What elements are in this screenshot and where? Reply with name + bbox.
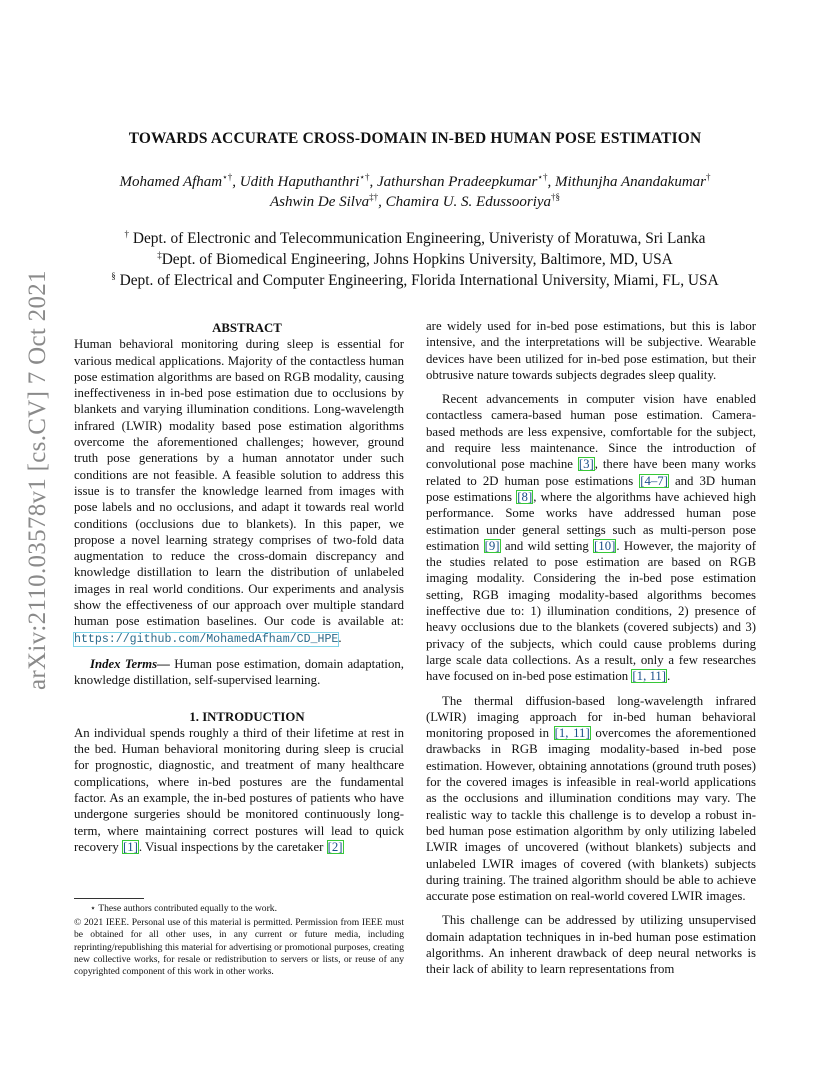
right-paragraph-3: This challenge can be addressed by utilizing unsupervised domain adaptation techniques in in-bed human pose estimation algorithms. An inherent drawback of deep neural networks is their lack of ability to learn representations from — [426, 913, 756, 977]
right-paragraph-0: are widely used for in-bed pose estimations, but this is labor intensive, and the interpretations will be subjective. Wearable devices have been utilized for in-bed pose estimation, but their obtrusive nature towards subjects degrades sleep quality. — [426, 319, 756, 382]
code-link[interactable]: https://github.com/MohamedAfham/CD_HPE — [74, 632, 339, 646]
author-mark: ⋆† — [222, 172, 233, 182]
citation-link[interactable]: [3] — [578, 457, 594, 472]
citation-link[interactable]: [9] — [484, 538, 500, 553]
affiliation-line — [74, 228, 756, 249]
author-mark: †§ — [551, 192, 561, 202]
text-run: An individual spends roughly a third of their lifetime at rest in the bed. Human behavioral monitoring during sleep is crucial for prognostic, diagnostic, and treatment of many healthcare complications, where in-bed postures are the fundamental factor. As an example, the in-bed postures of patients who have undergone surgeries should be monitored continuously long-term, where maintaining correct postures will lead to quick recovery — [74, 725, 404, 854]
text-run: and 3D human pose estimations — [426, 473, 756, 504]
author-line-1: Mohamed Afham⋆†, Udith Haputhanthri⋆†, Jathurshan Pradeepkumar⋆†, Mithunjha Anandakumar† — [119, 172, 711, 190]
abstract-end: . — [338, 630, 342, 645]
author-name: Mohamed Afham — [119, 174, 223, 190]
right-column — [426, 318, 756, 978]
author-mark: ⋆† — [537, 172, 548, 182]
author-name: Jathurshan Pradeepkumar — [377, 174, 538, 190]
abstract-heading: ABSTRACT — [212, 321, 282, 335]
affiliation-line — [74, 270, 756, 291]
right-paragraph-2 — [426, 693, 756, 905]
author-name: Chamira U. S. Edussooriya — [385, 194, 552, 210]
author-line-2: Ashwin De Silva‡†, Chamira U. S. Edussooriya†§ — [269, 192, 561, 210]
citation-link[interactable]: [2] — [327, 839, 343, 854]
affiliation-mark: † — [124, 228, 129, 239]
affiliation-text: Dept. of Electrical and Computer Engineering, Florida International University, Miami, FL, USA — [115, 272, 719, 289]
introduction-heading: 1. INTRODUCTION — [189, 709, 305, 724]
author-list — [74, 172, 756, 212]
footnote-rule — [74, 898, 144, 899]
text-run: and wild setting — [500, 538, 594, 553]
citation-link[interactable]: [1, 11] — [554, 726, 590, 741]
affiliation-mark: ‡ — [157, 249, 162, 260]
index-terms-text: Human pose estimation, domain adaptation, knowledge distillation, self-supervised learning. — [74, 656, 404, 688]
abstract-text — [74, 336, 404, 648]
affiliation-line — [74, 249, 756, 270]
text-run: , there have been many works related to 2D human pose estimations — [426, 457, 756, 488]
text-run: overcomes the aforementioned drawbacks in RGB imaging modality-based in-bed pose estimation. However, obtaining annotations (ground truth poses) for the covered images is infeasible in real-world applications as the occlusions and illumination conditions may vary. The realistic way to tackle this challenge is to develop a robust in-bed human pose estimation algorithm by only utilizing labeled LWIR images of uncovered (without blankets) subjects and unlabeled LWIR images of covered (with blankets) subjects during training. The trained algorithm should be able to achieve accurate pose estimation on real-world covered LWIR images. — [426, 726, 757, 904]
text-run: , where the algorithms have achieved high performance. Some works have addressed human pose estimation under general settings such as multi-person pose estimation — [426, 489, 756, 553]
intro-paragraph-1 — [74, 725, 404, 855]
author-name: Udith Haputhanthri — [239, 174, 360, 190]
left-column — [74, 320, 404, 855]
footnotes — [74, 903, 404, 978]
affiliation-mark: § — [111, 270, 116, 281]
author-mark: † — [706, 172, 711, 182]
affiliations — [74, 228, 756, 291]
text-run: . However, the majority of the studies related to pose estimation are based on RGB imaging modality. Considering the in-bed pose estimation setting, RGB imaging modality-based algorithms becomes ineffective due to: 1) illumination conditions, 2) presence of heavy occlusions due to the blankets (covered subjects) and 3) privacy of the subjects, which could cause problems during large scale data collections. As a result, only a few researches have focused on in-bed pose estimation — [426, 538, 756, 684]
citation-link[interactable]: [1] — [122, 839, 138, 854]
text-run: . Visual inspections by the caretaker — [138, 839, 327, 854]
affiliation-text: Dept. of Electronic and Telecommunication Engineering, Univeristy of Moratuwa, Sri Lanka — [129, 230, 706, 247]
author-name: Mithunjha Anandakumar — [555, 174, 707, 190]
footnote-equal-contribution: ⋆ These authors contributed equally to the work. — [90, 903, 277, 914]
text-run: . — [667, 669, 671, 684]
author-name: Ashwin De Silva — [269, 194, 370, 210]
author-mark: ‡† — [369, 192, 379, 202]
index-terms-label: Index Terms— — [90, 656, 170, 671]
footnote-copyright: © 2021 IEEE. Personal use of this material is permitted. Permission from IEEE must be obtained for all other uses, in any current or future media, including reprinting/republishing this material for advertising or promotional purposes, creating new collective works, for resale or redistribution to servers or lists, or reuse of any copyrighted component of this work in other works. — [74, 917, 404, 978]
arxiv-stamp: arXiv:2110.03578v1 [cs.CV] 7 Oct 2021 — [24, 270, 51, 690]
index-terms — [74, 656, 404, 689]
citation-link[interactable]: [1, 11] — [632, 669, 667, 684]
citation-link[interactable]: [4–7] — [640, 473, 668, 488]
right-paragraph-1 — [426, 391, 756, 684]
text-run: The thermal diffusion-based long-wavelength infrared (LWIR) imaging approach for in-bed human behavioral monitoring proposed in — [426, 693, 756, 741]
paper-title: TOWARDS ACCURATE CROSS-DOMAIN IN-BED HUMAN POSE ESTIMATION — [128, 130, 702, 147]
text-run: Recent advancements in computer vision have enabled contactless camera-based human pose estimation. Camera-based methods are less expensive, comfortable for the subject, and require less maintenance. Since the introduction of convolutional pose machine — [426, 392, 756, 472]
author-mark: ⋆† — [359, 172, 370, 182]
abstract-body: Human behavioral monitoring during sleep is essential for various medical applications. Majority of the contactless human pose estimation algorithms are based on RGB modality, causing ineffectiveness in in-bed pose estimation due to occlusions by blankets and varying illumination conditions. Long-wavelength infrared (LWIR) modality based pose estimation algorithms overcome the aforementioned challenges; however, ground truth pose generations by a human annotator under such conditions are not feasible. A feasible solution to address this issue is to transfer the knowledge learned from images with pose labels and no occlusions, and adapt it towards real world conditions (occlusions due to blankets). In this paper, we propose a novel learning strategy comprises of two-fold data augmentation to reduce the cross-domain discrepancy and knowledge distillation to learn the distribution of unlabeled images in real world conditions. Our experiments and analysis show the effectiveness of our approach over multiple standard human pose estimation baselines. Our code is available at: — [74, 337, 404, 629]
citation-link[interactable]: [8] — [517, 489, 533, 504]
affiliation-text: Dept. of Biomedical Engineering, Johns Hopkins University, Baltimore, MD, USA — [161, 251, 673, 268]
citation-link[interactable]: [10] — [594, 538, 616, 553]
